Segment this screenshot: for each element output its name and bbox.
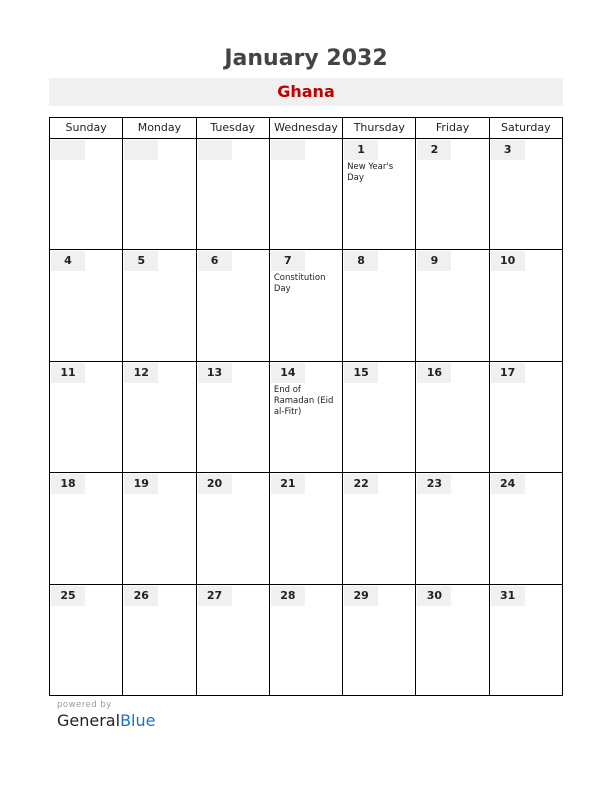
calendar-week-row — [50, 362, 562, 473]
weekday-header: Wednesday — [269, 118, 342, 138]
brand-logo — [57, 711, 155, 730]
calendar-weeks — [50, 139, 562, 696]
day-cell — [122, 250, 195, 360]
day-number: 9 — [417, 251, 451, 271]
day-cell — [342, 139, 415, 249]
day-number: 30 — [417, 586, 451, 606]
day-cell — [122, 139, 195, 249]
day-cell — [269, 250, 342, 360]
day-number: 28 — [271, 586, 305, 606]
weekday-header: Monday — [122, 118, 195, 138]
holiday-label: End of Ramadan (Eid al-Fitr) — [273, 384, 334, 417]
calendar-grid — [49, 117, 563, 696]
day-cell — [269, 362, 342, 472]
day-cell — [122, 473, 195, 583]
day-number: 11 — [51, 363, 85, 383]
day-number — [271, 140, 305, 160]
day-number — [124, 140, 158, 160]
day-number: 10 — [491, 251, 525, 271]
day-number: 6 — [198, 251, 232, 271]
day-cell — [489, 139, 562, 249]
calendar-week-row — [50, 139, 562, 250]
day-cell — [122, 585, 195, 696]
day-number: 7 — [271, 251, 305, 271]
day-cell — [50, 473, 122, 583]
day-cell — [50, 250, 122, 360]
weekday-header-row — [50, 118, 562, 139]
day-cell — [415, 473, 488, 583]
day-cell — [342, 362, 415, 472]
brand-blue: Blue — [120, 711, 156, 730]
country-label: Ghana — [49, 78, 563, 106]
day-cell — [489, 585, 562, 696]
day-cell — [342, 250, 415, 360]
calendar-week-row — [50, 250, 562, 361]
day-cell — [489, 250, 562, 360]
day-number: 14 — [271, 363, 305, 383]
day-number: 8 — [344, 251, 378, 271]
weekday-header: Tuesday — [196, 118, 269, 138]
weekday-header: Sunday — [65, 121, 107, 134]
holiday-label: Constitution Day — [273, 273, 326, 295]
day-cell — [50, 362, 122, 472]
day-number: 24 — [491, 474, 525, 494]
weekday-header: Friday — [415, 118, 488, 138]
day-cell — [196, 362, 269, 472]
day-cell — [489, 473, 562, 583]
day-number: 3 — [491, 140, 525, 160]
day-number: 21 — [271, 474, 305, 494]
day-cell — [415, 585, 488, 696]
day-cell — [196, 250, 269, 360]
day-number: 25 — [51, 586, 85, 606]
day-number: 2 — [417, 140, 451, 160]
day-number: 23 — [417, 474, 451, 494]
day-number: 29 — [344, 586, 378, 606]
day-cell — [415, 362, 488, 472]
day-number: 4 — [51, 251, 85, 271]
day-number: 1 — [344, 140, 378, 160]
day-number: 15 — [344, 363, 378, 383]
day-cell — [196, 139, 269, 249]
day-cell — [196, 473, 269, 583]
calendar-week-row — [50, 585, 562, 696]
footer — [57, 700, 155, 730]
day-number: 18 — [51, 474, 85, 494]
weekday-header: Saturday — [489, 118, 562, 138]
powered-by-text: powered by — [57, 700, 112, 710]
day-cell — [415, 139, 488, 249]
weekday-header: Thursday — [342, 118, 415, 138]
day-cell — [50, 139, 122, 249]
day-cell — [269, 585, 342, 696]
day-number: 22 — [344, 474, 378, 494]
day-number: 31 — [491, 586, 525, 606]
day-number: 16 — [417, 363, 451, 383]
day-cell — [489, 362, 562, 472]
page-title: January 2032 — [224, 46, 388, 71]
holiday-label: New Year's Day — [347, 162, 394, 183]
day-number: 19 — [124, 474, 158, 494]
day-cell — [342, 585, 415, 696]
day-cell — [269, 139, 342, 249]
day-number: 20 — [198, 474, 232, 494]
day-cell — [50, 585, 122, 696]
day-cell — [122, 362, 195, 472]
day-number: 5 — [124, 251, 158, 271]
calendar-week-row — [50, 473, 562, 584]
day-number: 13 — [198, 363, 232, 383]
day-cell — [415, 250, 488, 360]
day-number: 27 — [198, 586, 232, 606]
brand-general: General — [57, 711, 121, 730]
day-number — [198, 140, 232, 160]
day-number — [51, 140, 85, 160]
day-cell — [269, 473, 342, 583]
day-number: 26 — [124, 586, 158, 606]
day-cell — [342, 473, 415, 583]
day-number: 12 — [124, 363, 158, 383]
day-cell — [196, 585, 269, 696]
day-number: 17 — [491, 363, 525, 383]
